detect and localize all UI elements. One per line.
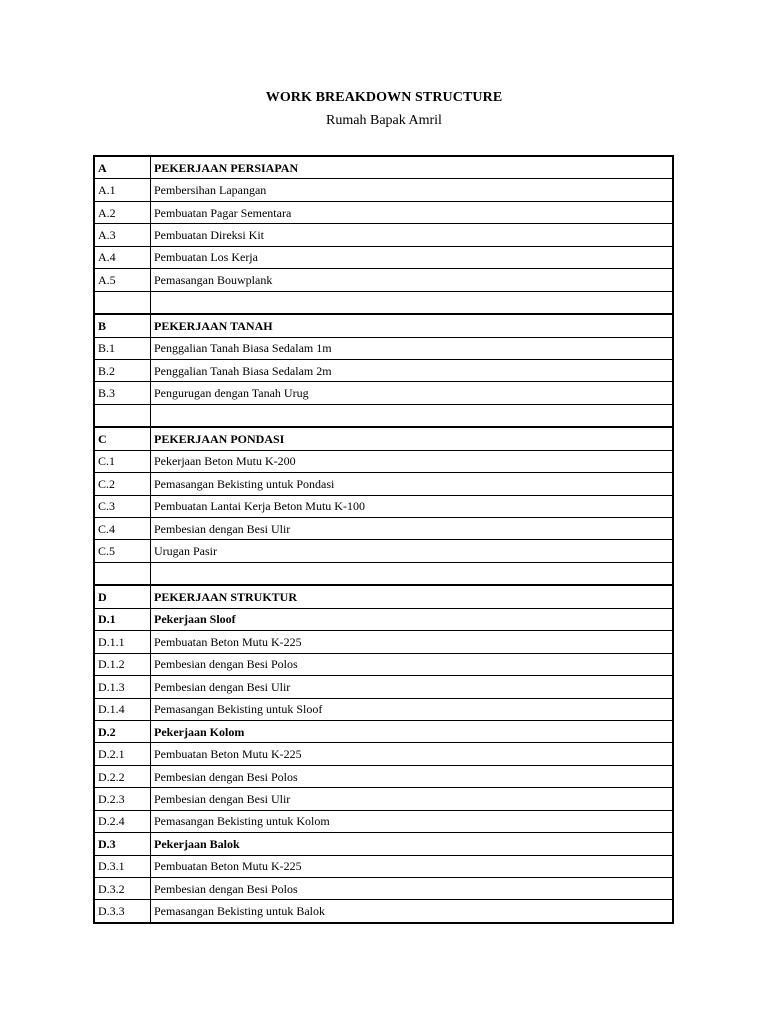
wbs-table-body — [94, 156, 673, 923]
wbs-description-cell: Pembuatan Pagar Sementara — [151, 201, 674, 223]
table-row — [94, 201, 673, 223]
wbs-code-cell: D.1.3 — [94, 676, 151, 698]
wbs-description-cell: Pekerjaan Sloof — [151, 608, 674, 630]
table-row — [94, 810, 673, 832]
wbs-code-cell: D.2.3 — [94, 788, 151, 810]
wbs-description-cell: Pembesian dengan Besi Polos — [151, 765, 674, 787]
table-row — [94, 179, 673, 201]
wbs-description-cell: Pembuatan Lantai Kerja Beton Mutu K-100 — [151, 495, 674, 517]
wbs-code-cell: D.2.2 — [94, 765, 151, 787]
wbs-code-cell: C.3 — [94, 495, 151, 517]
wbs-description-cell — [151, 404, 674, 427]
wbs-description-cell: Pembesian dengan Besi Ulir — [151, 676, 674, 698]
table-row — [94, 269, 673, 291]
table-row — [94, 653, 673, 675]
table-row — [94, 765, 673, 787]
wbs-code-cell: C.4 — [94, 518, 151, 540]
wbs-code-cell: D.1 — [94, 608, 151, 630]
wbs-description-cell: PEKERJAAN PERSIAPAN — [151, 156, 674, 179]
wbs-description-cell: Pemasangan Bekisting untuk Sloof — [151, 698, 674, 720]
table-row — [94, 743, 673, 765]
table-row — [94, 246, 673, 268]
wbs-description-cell — [151, 291, 674, 314]
wbs-code-cell: D.1.4 — [94, 698, 151, 720]
wbs-description-cell: Pemasangan Bekisting untuk Pondasi — [151, 473, 674, 495]
wbs-description-cell: Pembuatan Los Kerja — [151, 246, 674, 268]
wbs-code-cell — [94, 562, 151, 585]
table-row — [94, 698, 673, 720]
wbs-description-cell: Pembuatan Beton Mutu K-225 — [151, 631, 674, 653]
wbs-code-cell — [94, 404, 151, 427]
wbs-description-cell: Pembuatan Beton Mutu K-225 — [151, 743, 674, 765]
table-row — [94, 337, 673, 359]
wbs-description-cell: Pemasangan Bekisting untuk Balok — [151, 900, 674, 923]
wbs-code-cell: C.5 — [94, 540, 151, 562]
section-header-row — [94, 156, 673, 179]
wbs-code-cell: C.1 — [94, 450, 151, 472]
wbs-code-cell: D — [94, 585, 151, 608]
table-row — [94, 495, 673, 517]
wbs-code-cell: D.2 — [94, 720, 151, 742]
wbs-code-cell: A.3 — [94, 224, 151, 246]
subsection-row — [94, 720, 673, 742]
wbs-code-cell: A.2 — [94, 201, 151, 223]
wbs-description-cell: PEKERJAAN TANAH — [151, 314, 674, 337]
table-row — [94, 359, 673, 381]
document-title: WORK BREAKDOWN STRUCTURE — [265, 90, 503, 105]
wbs-description-cell: Pembesian dengan Besi Polos — [151, 878, 674, 900]
table-row — [94, 878, 673, 900]
wbs-description-cell: Pembuatan Direksi Kit — [151, 224, 674, 246]
wbs-code-cell — [94, 291, 151, 314]
wbs-table — [93, 155, 674, 924]
document-subtitle: Rumah Bapak Amril — [326, 113, 442, 128]
wbs-description-cell: Pemasangan Bekisting untuk Kolom — [151, 810, 674, 832]
wbs-code-cell: D.1.2 — [94, 653, 151, 675]
table-row — [94, 382, 673, 404]
subsection-row — [94, 608, 673, 630]
wbs-description-cell: Pekerjaan Balok — [151, 833, 674, 855]
table-row — [94, 676, 673, 698]
section-header-row — [94, 427, 673, 450]
wbs-description-cell: Pembersihan Lapangan — [151, 179, 674, 201]
wbs-code-cell: B.3 — [94, 382, 151, 404]
wbs-description-cell: Pembesian dengan Besi Ulir — [151, 788, 674, 810]
wbs-description-cell: Pekerjaan Kolom — [151, 720, 674, 742]
wbs-code-cell: A.1 — [94, 179, 151, 201]
wbs-code-cell: A — [94, 156, 151, 179]
wbs-code-cell: C.2 — [94, 473, 151, 495]
table-row — [94, 450, 673, 472]
table-row — [94, 788, 673, 810]
wbs-description-cell: Pekerjaan Beton Mutu K-200 — [151, 450, 674, 472]
table-row — [94, 631, 673, 653]
wbs-description-cell: Penggalian Tanah Biasa Sedalam 1m — [151, 337, 674, 359]
wbs-description-cell: Pembesian dengan Besi Ulir — [151, 518, 674, 540]
wbs-code-cell: B.1 — [94, 337, 151, 359]
wbs-code-cell: D.3.2 — [94, 878, 151, 900]
table-row — [94, 473, 673, 495]
wbs-description-cell: Pengurugan dengan Tanah Urug — [151, 382, 674, 404]
wbs-code-cell: D.2.4 — [94, 810, 151, 832]
section-header-row — [94, 585, 673, 608]
wbs-code-cell: D.1.1 — [94, 631, 151, 653]
wbs-code-cell: A.4 — [94, 246, 151, 268]
table-row — [94, 540, 673, 562]
wbs-code-cell: A.5 — [94, 269, 151, 291]
wbs-code-cell: D.2.1 — [94, 743, 151, 765]
subsection-row — [94, 833, 673, 855]
section-header-row — [94, 314, 673, 337]
blank-row — [94, 404, 673, 427]
wbs-description-cell: Penggalian Tanah Biasa Sedalam 2m — [151, 359, 674, 381]
blank-row — [94, 562, 673, 585]
wbs-description-cell: PEKERJAAN STRUKTUR — [151, 585, 674, 608]
wbs-description-cell: Urugan Pasir — [151, 540, 674, 562]
wbs-code-cell: D.3.3 — [94, 900, 151, 923]
table-row — [94, 855, 673, 877]
wbs-code-cell: B.2 — [94, 359, 151, 381]
wbs-description-cell: Pemasangan Bouwplank — [151, 269, 674, 291]
wbs-description-cell: Pembesian dengan Besi Polos — [151, 653, 674, 675]
wbs-code-cell: B — [94, 314, 151, 337]
table-row — [94, 518, 673, 540]
table-row — [94, 900, 673, 923]
wbs-description-cell — [151, 562, 674, 585]
table-row — [94, 224, 673, 246]
wbs-code-cell: C — [94, 427, 151, 450]
wbs-code-cell: D.3.1 — [94, 855, 151, 877]
wbs-description-cell: PEKERJAAN PONDASI — [151, 427, 674, 450]
wbs-code-cell: D.3 — [94, 833, 151, 855]
blank-row — [94, 291, 673, 314]
wbs-description-cell: Pembuatan Beton Mutu K-225 — [151, 855, 674, 877]
